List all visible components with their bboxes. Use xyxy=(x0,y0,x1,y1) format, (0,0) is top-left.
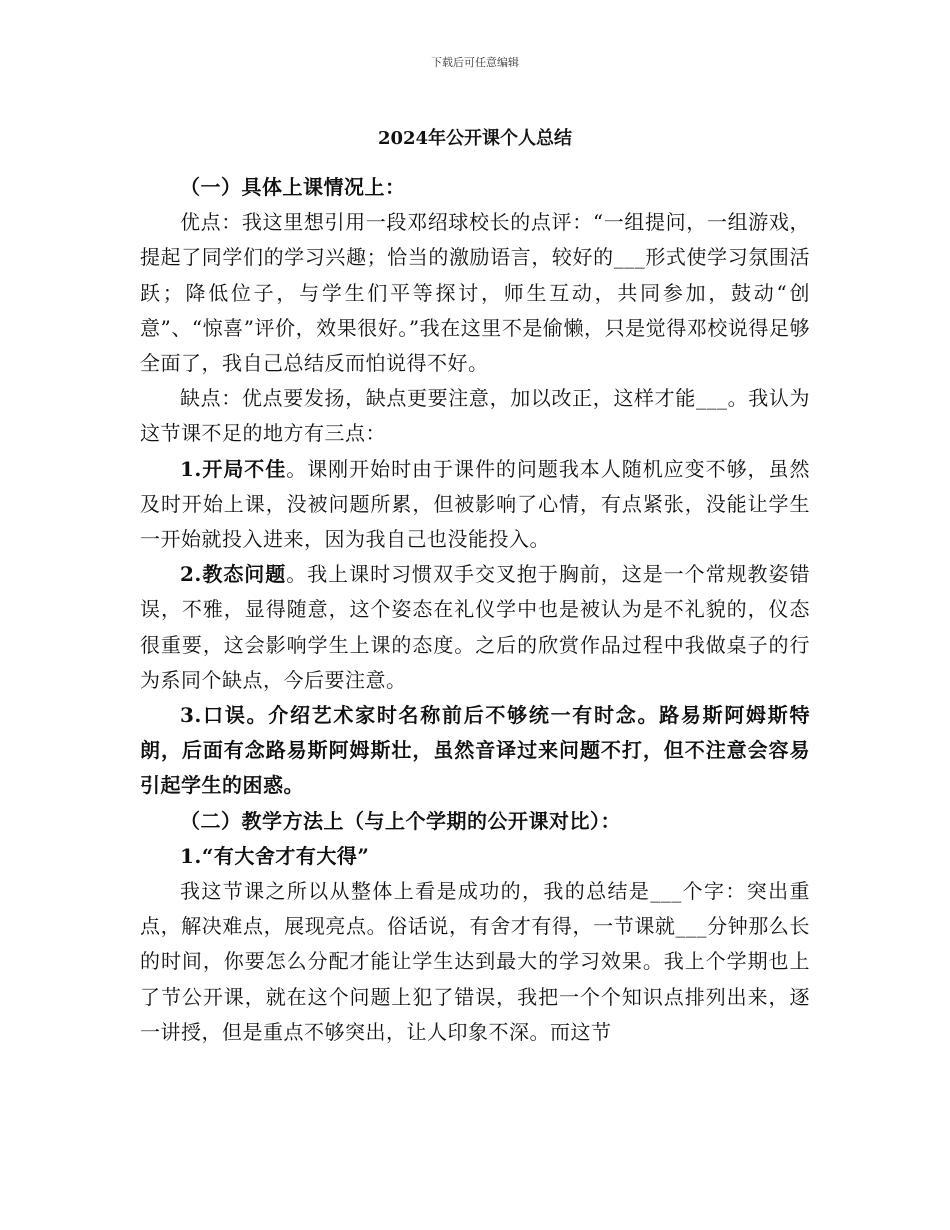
document-title: 2024年公开课个人总结 xyxy=(377,128,573,149)
paragraph-strengths: 优点：我这里想引用一段邓绍球校长的点评：“一组提问，一组游戏，提起了同学们的学习兴趣；恰当的激励语言，较好的___形式使学习氛围活跃；降低位子，与学生们平等探讨，师生互动，共同参加，鼓动“创意”、“惊喜”评价，效果很好。”我在这里不是偷懒，只是觉得邓校说得足够全面了，我自己总结反而怕说得不好。 xyxy=(140,210,810,376)
list-item-3: 3.口误。介绍艺术家时名称前后不够统一有时念。路易斯阿姆斯特朗，后面有念路易斯阿姆斯壮，虽然音译过来问题不打，但不注意会容易引起学生的困惑。 xyxy=(140,703,810,798)
document-body xyxy=(140,170,810,1050)
list-item-1-title: 1.开局不佳 xyxy=(180,456,287,481)
section-heading-2: （二）教学方法上（与上个学期的公开课对比）： xyxy=(180,808,621,833)
paragraph-weaknesses: 缺点：优点要发扬，缺点更要注意，加以改正，这样才能___。我认为这节课不足的地方有三点： xyxy=(140,386,810,446)
paragraph-method: 我这节课之所以从整体上看是成功的，我的总结是___个字：突出重点，解决难点，展现亮点。俗话说，有舍才有得，一节课就___分钟那么长的时间，你要怎么分配才能让学生达到最大的学习效果。我上个学期也上了节公开课，就在这个问题上犯了错误，我把一个个知识点排列出来，逐一讲授，但是重点不够突出，让人印象不深。而这节 xyxy=(140,879,810,1044)
header-note: 下载后可任意编辑 xyxy=(431,56,519,69)
list-item-1 xyxy=(140,452,810,558)
list-item-2-title: 2.教态问题 xyxy=(180,562,287,587)
section-heading-1: （一）具体上课情况上： xyxy=(180,175,406,199)
list-item-2-text: 。我上课时习惯双手交叉抱于胸前，这是一个常规教姿错误，不雅，显得随意，这个姿态在礼仪学中也是被认为是不礼貌的，仪态很重要，这会影响学生上课的态度。之后的欣赏作品过程中我做桌子的行为系同个缺点，今后要注意。 xyxy=(140,562,810,692)
list-item-1-text: 。课刚开始时由于课件的问题我本人随机应变不够，虽然及时开始上课，没被问题所累，但被影响了心情，有点紧张，没能让学生一开始就投入进来，因为我自己也没能投入。 xyxy=(140,456,810,552)
subsection-heading-1: 1.“有大舍才有大得” xyxy=(180,843,370,868)
list-item-2 xyxy=(140,557,810,698)
